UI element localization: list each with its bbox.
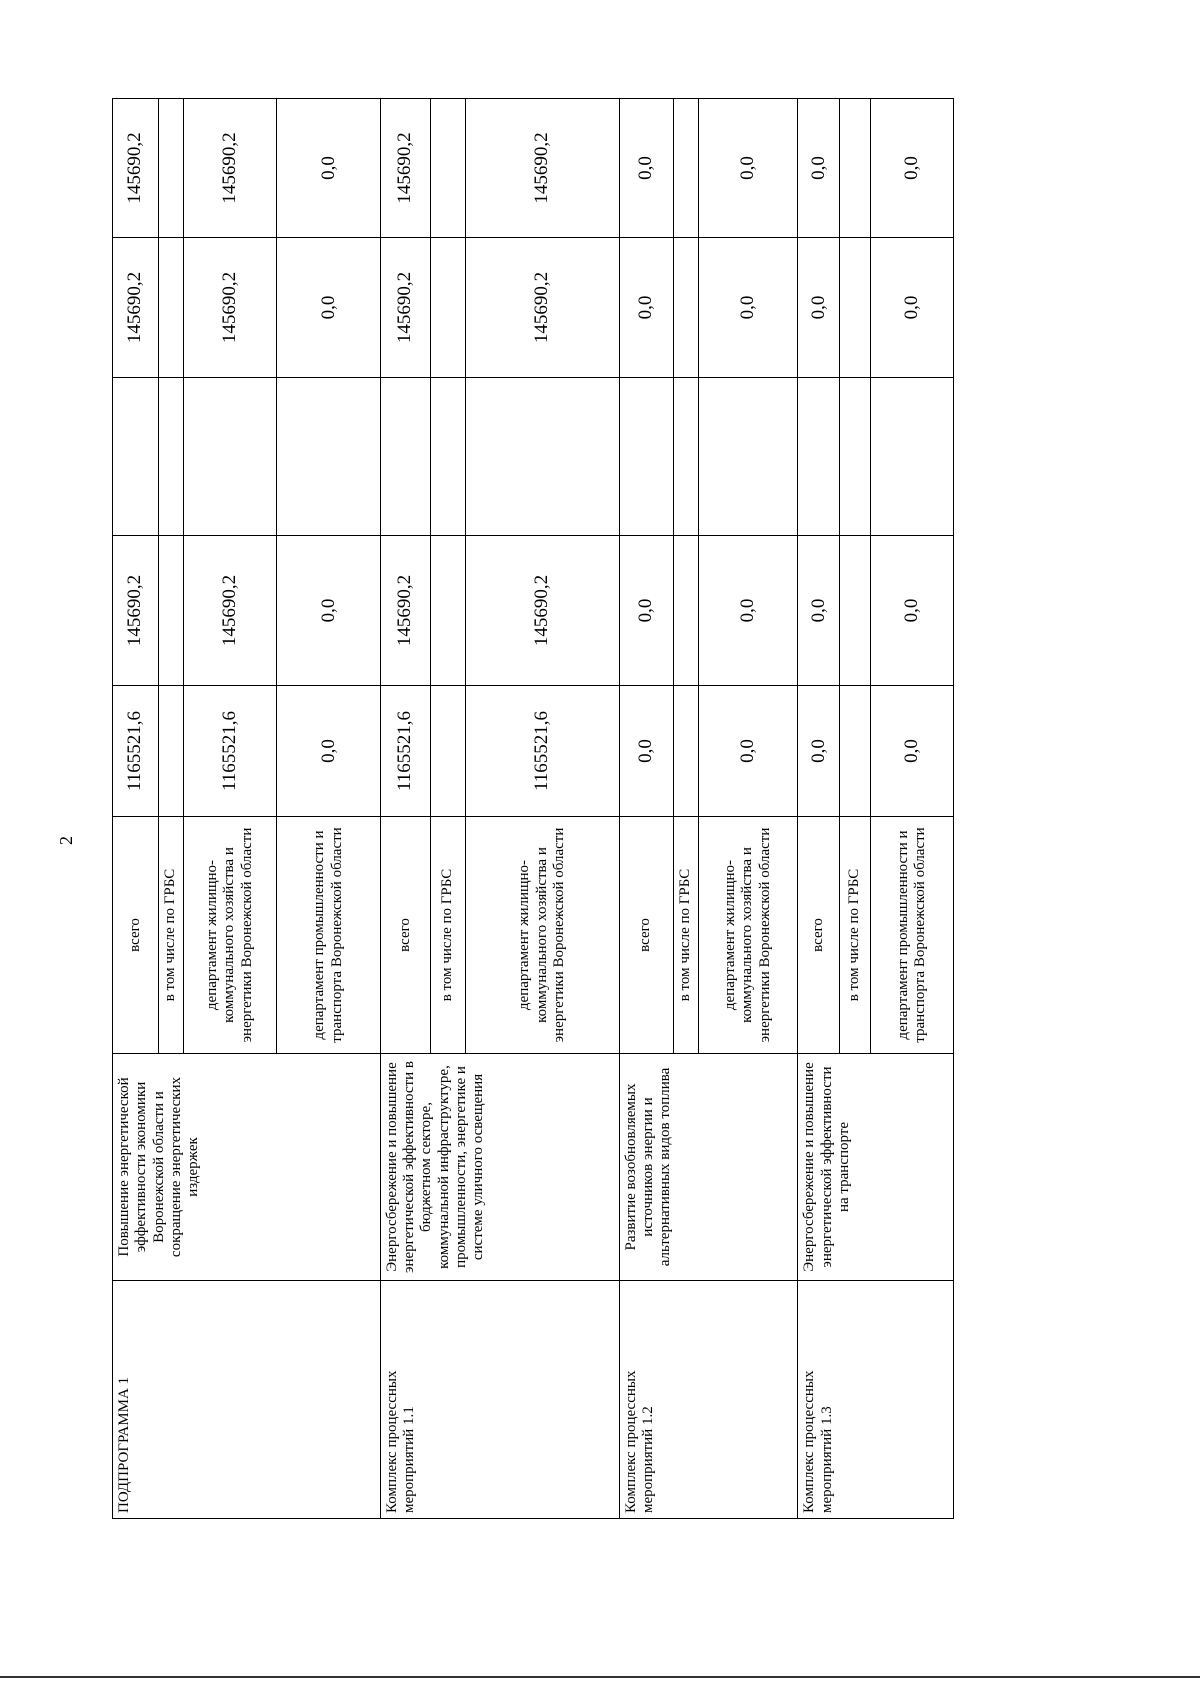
value-cell [183, 378, 276, 536]
row-kind: Комплекс процессных мероприятий 1.1 [380, 1281, 619, 1519]
value-cell: 0,0 [277, 238, 381, 378]
row-name: Развитие возобновляемых источников энергии и альтернативных видов топлива [619, 1054, 798, 1281]
value-cell: 145690,2 [113, 536, 159, 686]
value-cell: 0,0 [870, 686, 953, 817]
value-cell: 0,0 [619, 99, 673, 238]
table-row [380, 99, 430, 1519]
value-cell: 145690,2 [183, 238, 276, 378]
value-cell: 0,0 [798, 686, 840, 817]
source-label: в том числе по ГРБС [673, 817, 698, 1054]
source-label: всего [113, 817, 159, 1054]
row-kind: Комплекс процессных мероприятий 1.2 [619, 1281, 798, 1519]
value-cell: 0,0 [277, 536, 381, 686]
value-cell: 0,0 [870, 99, 953, 238]
value-cell: 0,0 [619, 238, 673, 378]
value-cell [380, 378, 430, 536]
source-label: департамент жилищно-коммунального хозяйства и энергетики Воронежской области [698, 817, 798, 1054]
value-cell: 145690,2 [113, 238, 159, 378]
source-label: всего [798, 817, 840, 1054]
value-cell: 0,0 [698, 238, 798, 378]
value-cell: 145690,2 [380, 238, 430, 378]
value-cell: 0,0 [870, 238, 953, 378]
source-label: всего [380, 817, 430, 1054]
value-cell: 1165521,6 [113, 686, 159, 817]
value-cell: 0,0 [798, 238, 840, 378]
value-cell: 0,0 [277, 99, 381, 238]
value-cell: 0,0 [619, 536, 673, 686]
value-cell [465, 378, 619, 536]
value-cell: 1165521,6 [380, 686, 430, 817]
value-cell [113, 378, 159, 536]
budget-table-container [112, 99, 954, 1519]
value-cell: 145690,2 [113, 99, 159, 238]
value-cell [798, 378, 840, 536]
row-kind: ПОДПРОГРАММА 1 [113, 1281, 381, 1519]
source-label: в том числе по ГРБС [839, 817, 870, 1054]
value-cell: 1165521,6 [183, 686, 276, 817]
budget-table [112, 98, 954, 1519]
value-cell: 0,0 [619, 686, 673, 817]
table-row [113, 99, 159, 1519]
value-cell: 0,0 [698, 99, 798, 238]
row-name: Энергосбережение и повышение энергетической эффективности в бюджетном секторе, коммунальной инфраструктуре, промышленности, энергетике и системе уличного освещения [380, 1054, 619, 1281]
table-row [798, 99, 840, 1519]
value-cell: 145690,2 [183, 536, 276, 686]
source-label: департамент жилищно-коммунального хозяйства и энергетики Воронежской области [183, 817, 276, 1054]
value-cell [277, 378, 381, 536]
value-cell: 1165521,6 [465, 686, 619, 817]
source-label: в том числе по ГРБС [158, 817, 183, 1054]
value-cell: 145690,2 [380, 536, 430, 686]
value-cell [619, 378, 673, 536]
row-kind: Комплекс процессных мероприятий 1.3 [798, 1281, 954, 1519]
value-cell [698, 378, 798, 536]
value-cell: 0,0 [698, 536, 798, 686]
value-cell: 145690,2 [465, 238, 619, 378]
row-name: Энергосбережение и повышение энергетической эффективности на транспорте [798, 1054, 954, 1281]
value-cell [870, 378, 953, 536]
value-cell: 0,0 [798, 99, 840, 238]
source-label: всего [619, 817, 673, 1054]
page-number: 2 [56, 836, 76, 845]
value-cell: 0,0 [870, 536, 953, 686]
source-label: департамент жилищно-коммунального хозяйства и энергетики Воронежской области [465, 817, 619, 1054]
source-label: департамент промышленности и транспорта Воронежской области [277, 817, 381, 1054]
source-label: в том числе по ГРБС [430, 817, 465, 1054]
value-cell: 145690,2 [465, 536, 619, 686]
value-cell: 0,0 [798, 536, 840, 686]
source-label: департамент промышленности и транспорта Воронежской области [870, 817, 953, 1054]
value-cell: 145690,2 [380, 99, 430, 238]
value-cell: 0,0 [277, 686, 381, 817]
value-cell: 0,0 [698, 686, 798, 817]
row-name: Повышение энергетической эффективности экономики Воронежской области и сокращение энергетических издержек [113, 1054, 381, 1281]
value-cell: 145690,2 [465, 99, 619, 238]
page-bottom-rule [0, 1676, 1200, 1678]
value-cell: 145690,2 [183, 99, 276, 238]
table-row [619, 99, 673, 1519]
